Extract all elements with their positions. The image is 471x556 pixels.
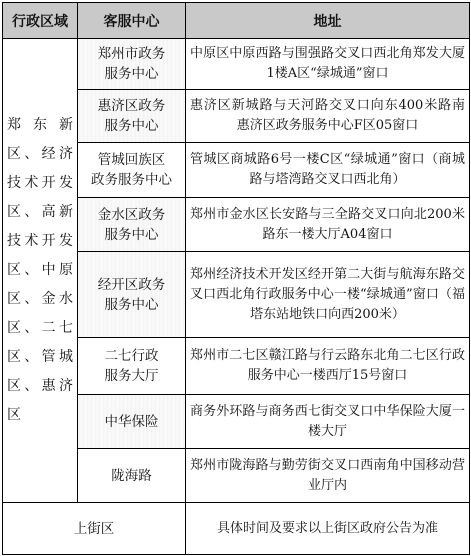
- table-row-last: [3, 503, 470, 555]
- center-cell: 金水区政务 服务中心: [78, 198, 186, 252]
- table-row: [3, 39, 470, 90]
- center-cell: 中华保险: [78, 395, 186, 449]
- address-cell: 惠济区新城路与天河路交叉口向东400米路南 惠济区政务服务中心F区05窗口: [186, 90, 470, 143]
- center-cell: 郑州市政务 服务中心: [78, 39, 186, 90]
- header-region: 行政区域: [3, 3, 78, 39]
- center-cell: 惠济区政务 服务中心: [78, 90, 186, 143]
- address-cell: 商务外环路与商务西七街交叉口中华保险大厦一楼大厅: [186, 395, 470, 449]
- center-cell: 经开区政务 服务中心: [78, 252, 186, 338]
- last-address-cell: 具体时间及要求以上街区政府公告为准: [186, 503, 470, 555]
- address-cell: 管城区商城路6号一楼C区“绿城通”窗口（商城路与塔湾路交叉口西北角）: [186, 143, 470, 198]
- header-service-center: 客服中心: [78, 3, 186, 39]
- center-cell: 管城回族区 政务服务中心: [78, 143, 186, 198]
- region-group-cell: 郑东新区、经济技术开发区、高新技术开发区、中原区、金水区、二七区、管城区、惠济区: [3, 39, 78, 503]
- address-cell: 郑州市金水区长安路与三全路交叉口向北200米路东一楼大厅A04窗口: [186, 198, 470, 252]
- center-cell: 陇海路: [78, 449, 186, 503]
- address-cell: 郑州市陇海路与勤劳街交叉口西南角中国移动营业厅内: [186, 449, 470, 503]
- table-header-row: [3, 3, 470, 39]
- header-address: 地址: [186, 3, 470, 39]
- service-center-table-wrapper: [2, 2, 469, 554]
- address-cell: 中原区中原西路与围强路交叉口西北角郑发大厦1楼A区“绿城通”窗口: [186, 39, 470, 90]
- address-cell: 郑州市二七区赣江路与行云路东北角二七区行政服务中心一楼西厅15号窗口: [186, 338, 470, 395]
- last-region-cell: 上街区: [3, 503, 186, 555]
- address-cell: 郑州经济技术开发区经开第二大街与航海东路交叉口西北角行政服务中心一楼“绿城通”窗口（福塔东站地铁口向西200米）: [186, 252, 470, 338]
- center-cell: 二七行政 服务大厅: [78, 338, 186, 395]
- service-center-table: [2, 2, 470, 555]
